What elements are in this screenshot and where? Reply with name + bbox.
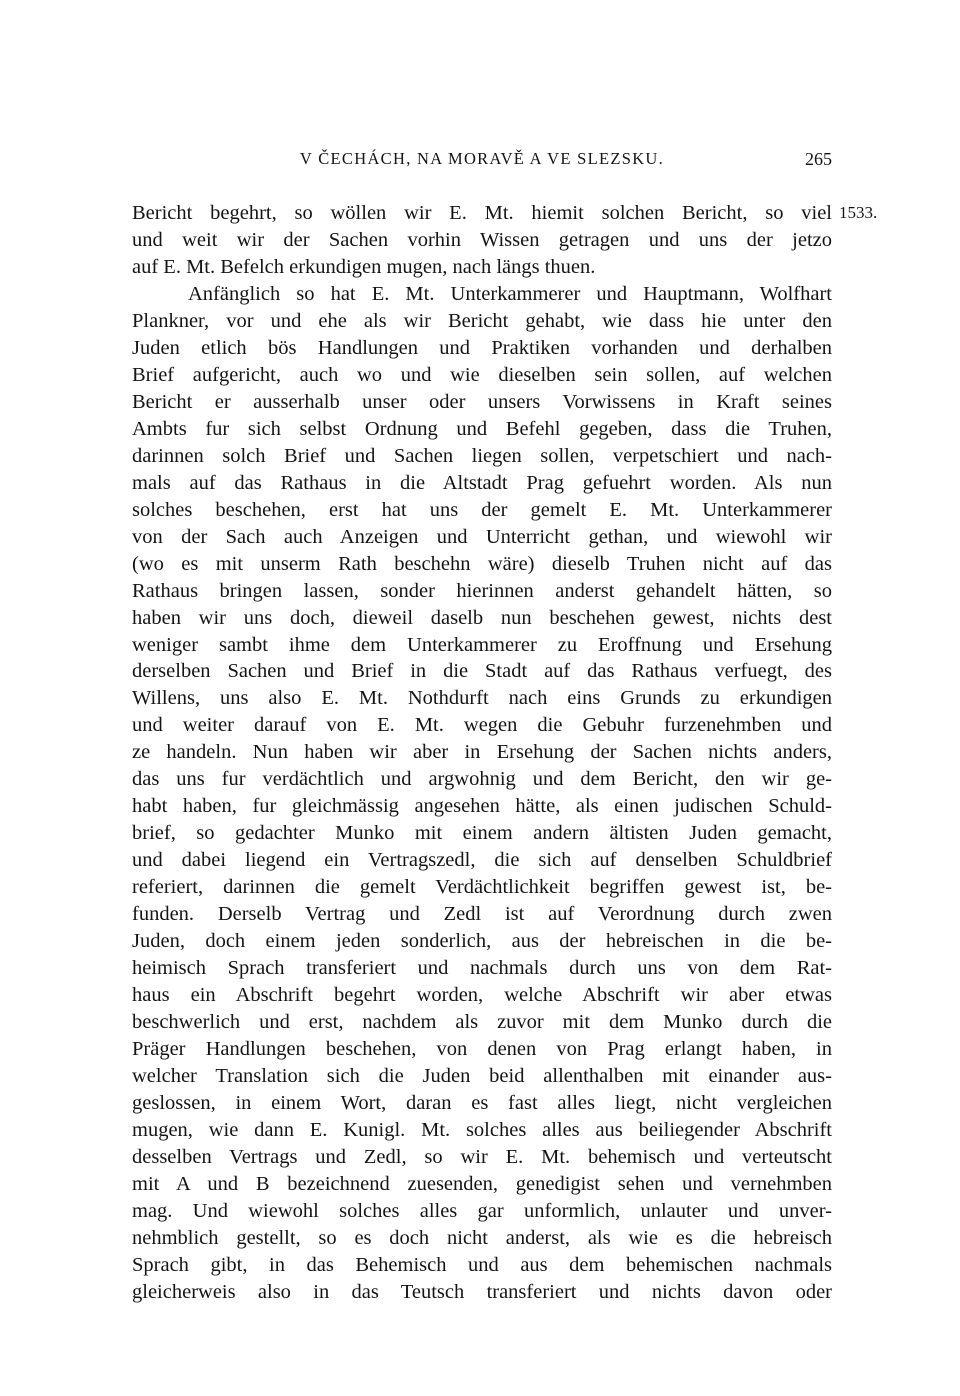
- text-line: mals auf das Rathaus in die Altstadt Prag gefuehrt worden. Als nun: [132, 471, 832, 494]
- text-line: gleicherweis also in das Teutsch transferiert und nichts davon oder: [132, 1280, 832, 1303]
- text-line: habt haben, fur gleichmässig angesehen hätte, als einen judischen Schuld-: [132, 795, 832, 818]
- text-line: und weit wir der Sachen vorhin Wissen getragen und uns der jetzo: [132, 228, 832, 251]
- text-line: ze handeln. Nun haben wir aber in Ersehung der Sachen nichts anders,: [132, 741, 832, 764]
- text-line: Willens, uns also E. Mt. Nothdurft nach eins Grunds zu erkundigen: [132, 687, 832, 710]
- text-line: referiert, darinnen die gemelt Verdächtlichkeit begriffen gewest ist, be-: [132, 876, 832, 899]
- running-title: V ČECHÁCH, NA MORAVĚ A VE SLEZSKU.: [299, 149, 665, 168]
- text-line: derselben Sachen und Brief in die Stadt auf das Rathaus verfuegt, des: [132, 660, 832, 683]
- text-line: (wo es mit unserm Rath beschehn wäre) dieselb Truhen nicht auf das: [132, 552, 832, 575]
- page-number: 265: [805, 149, 832, 169]
- text-line: welcher Translation sich die Juden beid allenthalben mit einander aus-: [132, 1065, 832, 1087]
- text-line: auf E. Mt. Befelch erkundigen mugen, nach längs thuen.: [132, 255, 596, 278]
- text-line: Plankner, vor und ehe als wir Bericht gehabt, wie dass hie unter den: [132, 309, 832, 332]
- paragraph: [132, 200, 832, 281]
- text-line: und dabei liegend ein Vertragszedl, die sich auf denselben Schuldbrief: [132, 849, 832, 872]
- text-line: Sprach gibt, in das Behemisch und aus dem behemischen nachmals: [132, 1253, 832, 1276]
- text-line: funden. Derselb Vertrag und Zedl ist auf Verordnung durch zwen: [132, 903, 832, 926]
- text-line: Bericht begehrt, so wöllen wir E. Mt. hiemit solchen Bericht, so viel: [132, 202, 832, 224]
- text-line: und weiter darauf von E. Mt. wegen die Gebuhr furzenehmben und: [132, 714, 832, 737]
- text-line: Ambts fur sich selbst Ordnung und Befehl gegeben, dass die Truhen,: [132, 417, 832, 440]
- text-line: weniger sambt ihme dem Unterkammerer zu Eroffnung und Ersehung: [132, 633, 832, 656]
- text-line: beschwerlich und erst, nachdem als zuvor mit dem Munko durch die: [132, 1011, 832, 1034]
- text-line: Präger Handlungen beschehen, von denen von Prag erlangt haben, in: [132, 1038, 832, 1061]
- page-header: [132, 145, 832, 173]
- text-line: brief, so gedachter Munko mit einem andern ältisten Juden gemacht,: [132, 822, 832, 845]
- text-line: haus ein Abschrift begehrt worden, welche Abschrift wir aber etwas: [132, 984, 832, 1007]
- text-line: solches beschehen, erst hat uns der gemelt E. Mt. Unterkammerer: [132, 498, 832, 521]
- text-line: von der Sach auch Anzeigen und Unterricht gethan, und wiewohl wir: [132, 525, 832, 548]
- text-line: Rathaus bringen lassen, sonder hierinnen anderst gehandelt hätten, so: [132, 579, 832, 602]
- text-line: Anfänglich so hat E. Mt. Unterkammerer und Hauptmann, Wolfhart: [188, 282, 832, 305]
- text-line: heimisch Sprach transferiert und nachmals durch uns von dem Rat-: [132, 957, 832, 980]
- text-line: haben wir uns doch, dieweil daselb nun beschehen gewest, nichts dest: [132, 606, 832, 629]
- text-line: Juden, doch einem jeden sonderlich, aus der hebreischen in die be-: [132, 930, 832, 953]
- text-line: das uns fur verdächtlich und argwohnig und dem Bericht, den wir ge-: [132, 768, 832, 791]
- text-line: Brief aufgericht, auch wo und wie dieselben sein sollen, auf welchen: [132, 363, 832, 386]
- body-text: [132, 200, 832, 1306]
- text-line: desselben Vertrags und Zedl, so wir E. Mt. behemisch und verteutscht: [132, 1145, 832, 1168]
- text-line: geslossen, in einem Wort, daran es fast alles liegt, nicht vergleichen: [132, 1091, 832, 1114]
- text-line: mit A und B bezeichnend zuesenden, genedigist sehen und vernehmben: [132, 1172, 832, 1195]
- text-line: Bericht er ausserhalb unser oder unsers Vorwissens in Kraft seines: [132, 390, 832, 413]
- text-line: darinnen solch Brief und Sachen liegen sollen, verpetschiert und nach-: [132, 444, 832, 467]
- text-line: Juden etlich bös Handlungen und Praktiken vorhanden und derhalben: [132, 336, 832, 359]
- paragraph: [132, 281, 832, 1306]
- text-line: mugen, wie dann E. Kunigl. Mt. solches alles aus beiliegender Abschrift: [132, 1118, 832, 1141]
- text-line: nehmblich gestellt, so es doch nicht anderst, als wie es die hebreisch: [132, 1226, 832, 1249]
- margin-year-note: 1533.: [839, 203, 878, 222]
- text-line: mag. Und wiewohl solches alles gar unformlich, unlauter und unver-: [132, 1199, 832, 1222]
